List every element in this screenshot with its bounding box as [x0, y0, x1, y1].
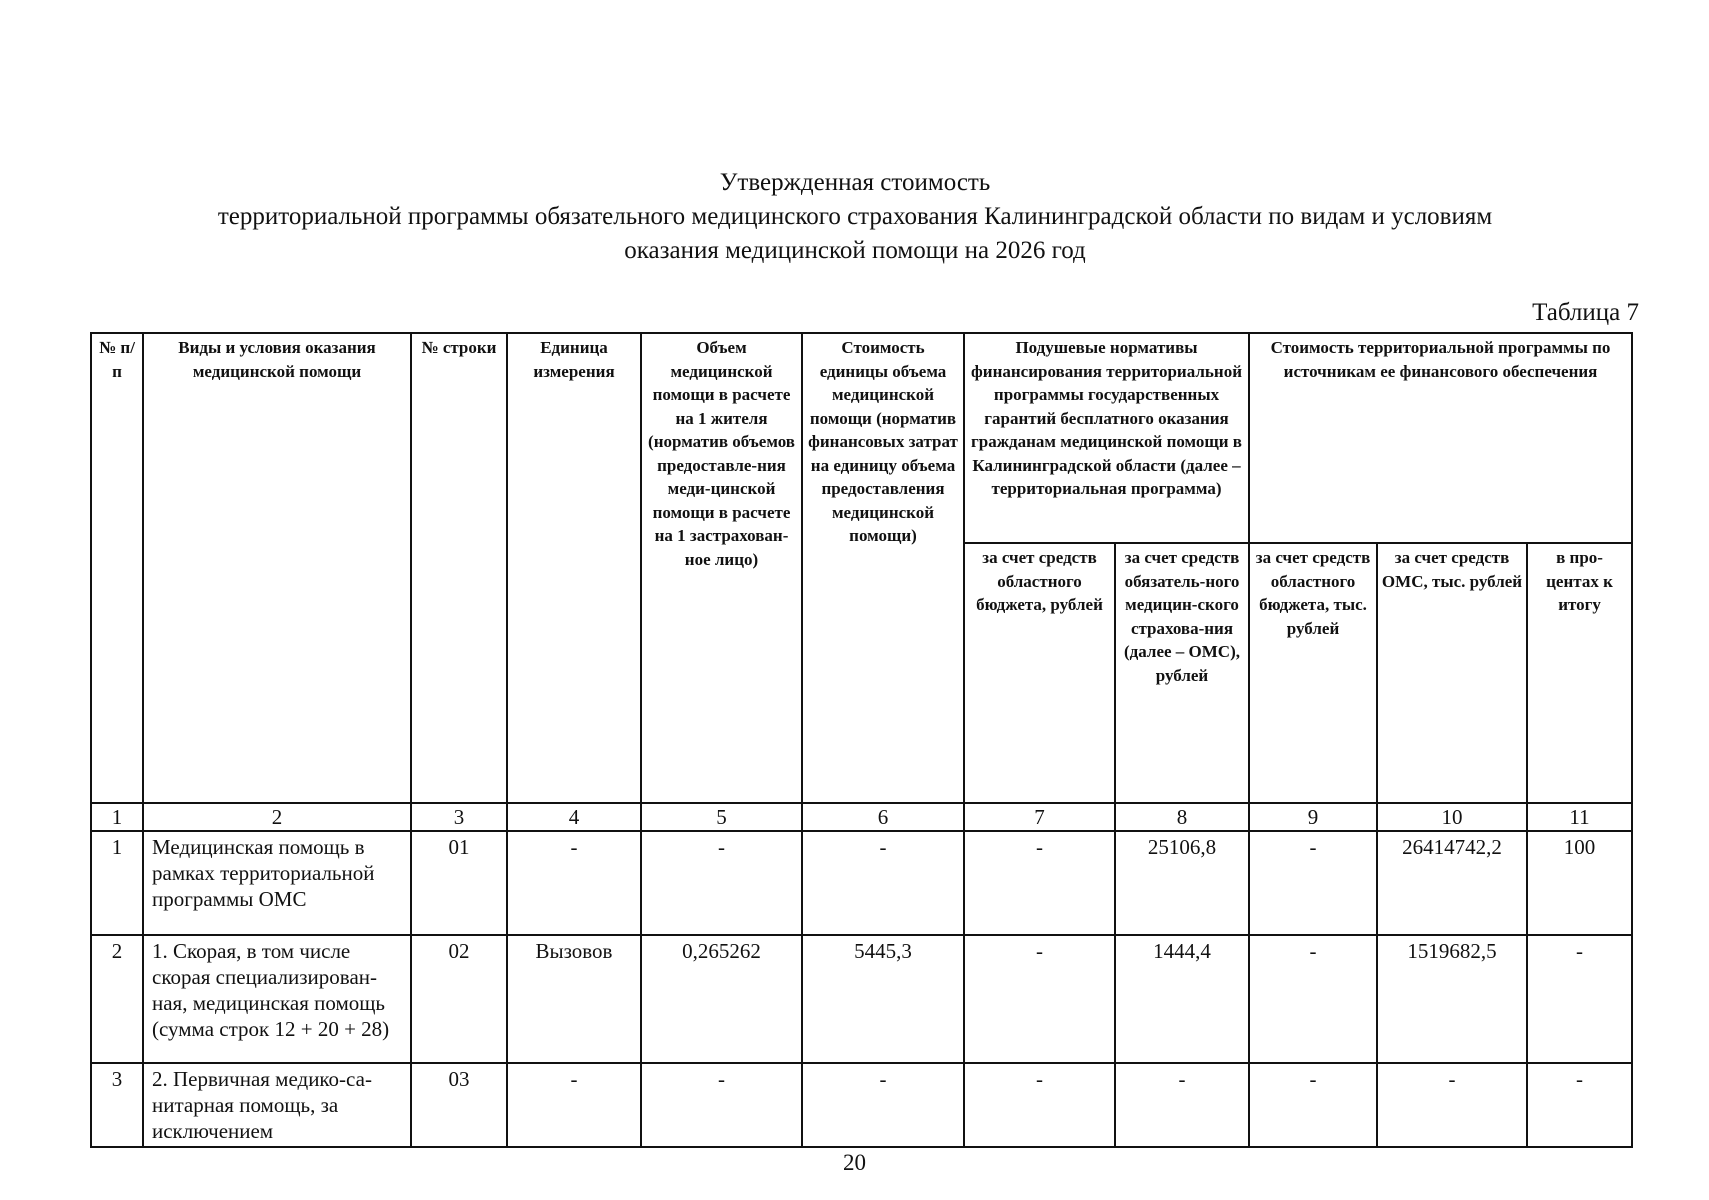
header-percent: в про-центах к итогу: [1527, 543, 1632, 803]
row-per-capita-budget: -: [964, 1063, 1115, 1147]
row-total-oms: 1519682,5: [1377, 935, 1527, 1063]
header-care-type: Виды и условия оказания медицинской помощи: [143, 333, 411, 803]
header-per-capita-budget: за счет средств областного бюджета, рублей: [964, 543, 1115, 803]
row-care-type: 2. Первичная медико-са-нитарная помощь, за исключением: [143, 1063, 411, 1147]
row-unit: -: [507, 831, 641, 935]
row-total-budget: -: [1249, 1063, 1377, 1147]
title-line-1: Утвержденная стоимость: [719, 169, 991, 196]
column-number: 8: [1115, 803, 1249, 831]
title-line-3: оказания медицинской помощи на 2026 год: [624, 237, 1086, 264]
row-num: 2: [91, 935, 143, 1063]
title-line-2: территориальной программы обязательного медицинского страхования Калининградской области по видам и условиям: [217, 203, 1493, 230]
row-per-capita-oms: -: [1115, 1063, 1249, 1147]
row-unit-cost: 5445,3: [802, 935, 964, 1063]
column-number: 6: [802, 803, 964, 831]
row-unit: -: [507, 1063, 641, 1147]
row-total-oms: -: [1377, 1063, 1527, 1147]
column-number: 4: [507, 803, 641, 831]
header-per-capita-oms: за счет средств обязатель-ного медицин-ского страхова-ния (далее – ОМС), рублей: [1115, 543, 1249, 803]
row-per-capita-oms: 1444,4: [1115, 935, 1249, 1063]
row-num: 3: [91, 1063, 143, 1147]
column-number: 11: [1527, 803, 1632, 831]
header-program-cost-group: Стоимость территориальной программы по источникам ее финансового обеспечения: [1249, 333, 1632, 543]
header-row-num: № п/п: [91, 333, 143, 803]
row-total-budget: -: [1249, 935, 1377, 1063]
row-unit-cost: -: [802, 831, 964, 935]
row-unit: Вызовов: [507, 935, 641, 1063]
column-number: 10: [1377, 803, 1527, 831]
header-line-num: № строки: [411, 333, 507, 803]
row-percent: -: [1527, 1063, 1632, 1147]
header-total-oms: за счет средств ОМС, тыс. рублей: [1377, 543, 1527, 803]
column-number: 3: [411, 803, 507, 831]
page-number: 20: [843, 1150, 866, 1175]
header-unit-cost: Стоимость единицы объема медицинской помощи (норматив финансовых затрат на единицу объема предоставления медицинской помощи): [802, 333, 964, 803]
column-number: 9: [1249, 803, 1377, 831]
row-per-capita-budget: -: [964, 935, 1115, 1063]
row-per-capita-oms: 25106,8: [1115, 831, 1249, 935]
row-total-oms: 26414742,2: [1377, 831, 1527, 935]
header-unit: Единица измерения: [507, 333, 641, 803]
row-care-type: Медицинская помощь в рамках территориальной программы ОМС: [143, 831, 411, 935]
column-number: 7: [964, 803, 1115, 831]
column-number: 1: [91, 803, 143, 831]
row-care-type: 1. Скорая, в том числе скорая специализирован-ная, медицинская помощь (сумма строк 12 + 20 + 28): [143, 935, 411, 1063]
row-per-capita-budget: -: [964, 831, 1115, 935]
header-row-1: [91, 333, 1632, 543]
row-percent: -: [1527, 935, 1632, 1063]
column-number: 2: [143, 803, 411, 831]
row-volume: -: [641, 1063, 802, 1147]
table-row: [91, 831, 1632, 935]
header-per-capita-group: Подушевые нормативы финансирования территориальной программы государственных гарантий бесплатного оказания гражданам медицинской помощи в Калининградской области (далее – территориальная программа): [964, 333, 1249, 543]
row-percent: 100: [1527, 831, 1632, 935]
row-unit-cost: -: [802, 1063, 964, 1147]
cost-table: [90, 332, 1633, 1148]
header-total-budget: за счет средств областного бюджета, тыс. рублей: [1249, 543, 1377, 803]
row-volume: -: [641, 831, 802, 935]
row-num: 1: [91, 831, 143, 935]
row-line-num: 02: [411, 935, 507, 1063]
row-total-budget: -: [1249, 831, 1377, 935]
header-volume: Объем медицинской помощи в расчете на 1 жителя (норматив объемов предоставле-ния меди-цинской помощи в расчете на 1 застрахован-ное лицо): [641, 333, 802, 803]
table-row: [91, 1063, 1632, 1147]
table-label: Таблица 7: [1532, 299, 1639, 326]
row-line-num: 01: [411, 831, 507, 935]
column-number: 5: [641, 803, 802, 831]
row-line-num: 03: [411, 1063, 507, 1147]
document-title: [90, 166, 1620, 268]
table-row: [91, 935, 1632, 1063]
column-number-row: [91, 803, 1632, 831]
row-volume: 0,265262: [641, 935, 802, 1063]
